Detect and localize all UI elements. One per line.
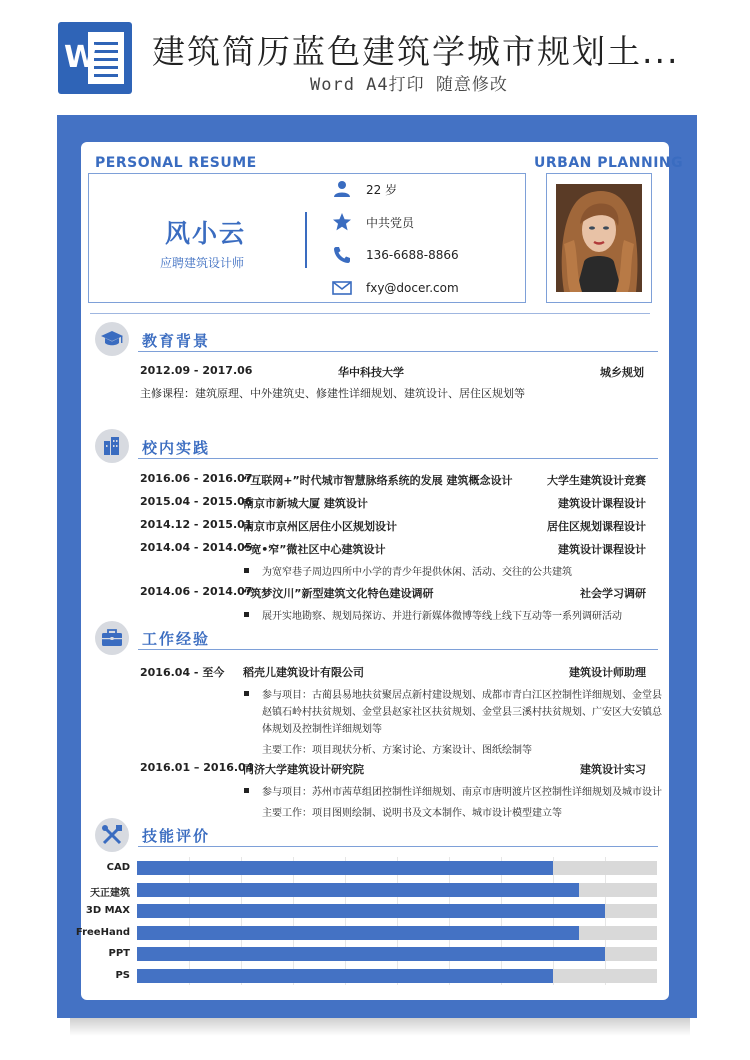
- skill-bar: [137, 904, 605, 918]
- skills-gridline: [553, 857, 554, 985]
- section-title-skills: 技能评价: [142, 827, 211, 845]
- work2-projects: 参与项目：苏州市茜草组团控制性详细规划、南京市唐明渡片区控制性详细规划及城市设计: [0, 783, 750, 799]
- practice-project: “宽•窄”微社区中心建筑设计: [243, 543, 386, 556]
- mail-icon: [332, 278, 352, 298]
- skills-gridline: [345, 857, 346, 985]
- skill-label: PPT: [108, 948, 130, 959]
- header-separator: [90, 313, 650, 314]
- work1-projects: 参与项目：古蔺县易地扶贫聚居点新村建设规划、成都市青白江区控制性详细规划、金堂县: [0, 686, 750, 702]
- skill-bar-track: [137, 883, 657, 897]
- skill-bar-track: [137, 861, 657, 875]
- edu-major: 城乡规划: [600, 366, 644, 379]
- building-icon: [95, 429, 129, 463]
- skill-bar: [137, 883, 579, 897]
- practice-note: 为宽窄巷子周边四所中小学的青少年提供休闲、活动、交往的公共建筑: [0, 563, 750, 579]
- edu-period: 2012.09 - 2017.06: [140, 364, 253, 377]
- practice-project: 南京市京州区居住小区规划设计: [243, 520, 397, 533]
- skill-bar-track: [137, 904, 657, 918]
- personal-resume-label: PERSONAL RESUME: [95, 155, 257, 171]
- work2-role: 建筑设计实习: [580, 763, 646, 776]
- word-document-icon: W: [58, 22, 132, 94]
- candidate-name: 风小云: [165, 219, 247, 248]
- practice-type: 建筑设计课程设计: [558, 497, 646, 510]
- person-icon: [332, 179, 352, 199]
- skill-label: 天正建筑: [90, 887, 130, 899]
- skills-gridline: [241, 857, 242, 985]
- practice-type: 居住区规划课程设计: [547, 520, 646, 533]
- skill-bar: [137, 947, 605, 961]
- practice-period: 2014.04 - 2014.05: [140, 541, 253, 554]
- section-title-practice: 校内实践: [142, 439, 211, 457]
- skill-bar-track: [137, 947, 657, 961]
- section-line-education: [138, 351, 658, 352]
- bullet-icon: [244, 691, 249, 696]
- info-phone: 136-6688-8866: [332, 244, 352, 266]
- applied-position: 应聘建筑设计师: [160, 256, 245, 270]
- work1-period: 2016.04 - 至今: [140, 666, 225, 679]
- skills-gridline: [501, 857, 502, 985]
- skills-gridline: [189, 857, 190, 985]
- skills-gridline: [449, 857, 450, 985]
- work2-duty: 主要工作：项目图则绘制、说明书及文本制作、城市设计模型建立等: [262, 808, 562, 819]
- info-age: 22 岁: [332, 178, 352, 200]
- section-title-education: 教育背景: [142, 332, 211, 350]
- practice-period: 2014.06 - 2014.07: [140, 585, 253, 598]
- info-party: 中共党员: [332, 211, 352, 233]
- bullet-icon: [244, 612, 249, 617]
- practice-type: 建筑设计课程设计: [558, 543, 646, 556]
- skill-bar: [137, 969, 553, 983]
- page-subtitle: Word A4打印 随意修改: [310, 75, 508, 95]
- practice-type: 大学生建筑设计竞赛: [547, 474, 646, 487]
- skills-gridline: [397, 857, 398, 985]
- section-line-work: [138, 649, 658, 650]
- section-title-work: 工作经验: [142, 630, 211, 648]
- practice-note: 展开实地勘察、规划局探访、并进行新媒体微博等线上线下互动等一系列调研活动: [0, 607, 750, 623]
- urban-planning-label: URBAN PLANNING: [534, 155, 684, 171]
- section-line-practice: [138, 458, 658, 459]
- frame-shadow: [70, 1018, 690, 1036]
- profile-photo: [556, 184, 642, 292]
- work1-projects-line3: 体规划及控制性详细规划等: [262, 724, 382, 735]
- bullet-icon: [244, 788, 249, 793]
- skills-gridline: [605, 857, 606, 985]
- tools-icon: [95, 818, 129, 852]
- practice-period: 2015.04 - 2015.06: [140, 495, 253, 508]
- skill-bar-track: [137, 969, 657, 983]
- skills-gridline: [293, 857, 294, 985]
- skill-bar-track: [137, 926, 657, 940]
- info-divider: [305, 212, 307, 268]
- star-icon: [332, 212, 352, 232]
- skill-label: CAD: [106, 862, 130, 873]
- practice-period: 2014.12 - 2015.01: [140, 518, 253, 531]
- work1-projects-line2: 赵镇石岭村扶贫规划、金堂县赵家社区扶贫规划、金堂县三溪村扶贫规划、广安区大安镇总: [262, 707, 662, 718]
- skill-bar: [137, 926, 579, 940]
- practice-type: 社会学习调研: [580, 587, 646, 600]
- skill-label: FreeHand: [75, 926, 130, 938]
- page-title: 建筑简历蓝色建筑学城市规划土...: [152, 32, 680, 71]
- section-line-skills: [138, 846, 658, 847]
- phone-icon: [332, 245, 352, 265]
- skill-bar: [137, 861, 553, 875]
- skill-label: 3D MAX: [85, 905, 130, 916]
- edu-courses: 主修课程：建筑原理、中外建筑史、修建性详细规划、建筑设计、居住区规划等: [140, 387, 525, 400]
- practice-project: 南京市新城大厦 建筑设计: [243, 497, 368, 510]
- skill-label: PS: [115, 969, 130, 981]
- work2-period: 2016.01 – 2016.04: [140, 761, 254, 774]
- briefcase-icon: [95, 621, 129, 655]
- work1-duty: 主要工作：项目现状分析、方案讨论、方案设计、图纸绘制等: [262, 745, 532, 756]
- practice-project: “互联网+”时代城市智慧脉络系统的发展 建筑概念设计: [243, 474, 513, 487]
- practice-project: “筑梦汶川”新型建筑文化特色建设调研: [243, 587, 434, 600]
- info-box: [88, 173, 526, 303]
- info-email: fxy@docer.com: [332, 277, 352, 299]
- practice-period: 2016.06 - 2016.07: [140, 472, 253, 485]
- work2-company: 同济大学建筑设计研究院: [243, 763, 364, 776]
- edu-school: 华中科技大学: [338, 366, 404, 379]
- graduation-cap-icon: [95, 322, 129, 356]
- bullet-icon: [244, 568, 249, 573]
- work1-role: 建筑设计师助理: [569, 666, 646, 679]
- work1-company: 稻壳儿建筑设计有限公司: [243, 666, 364, 679]
